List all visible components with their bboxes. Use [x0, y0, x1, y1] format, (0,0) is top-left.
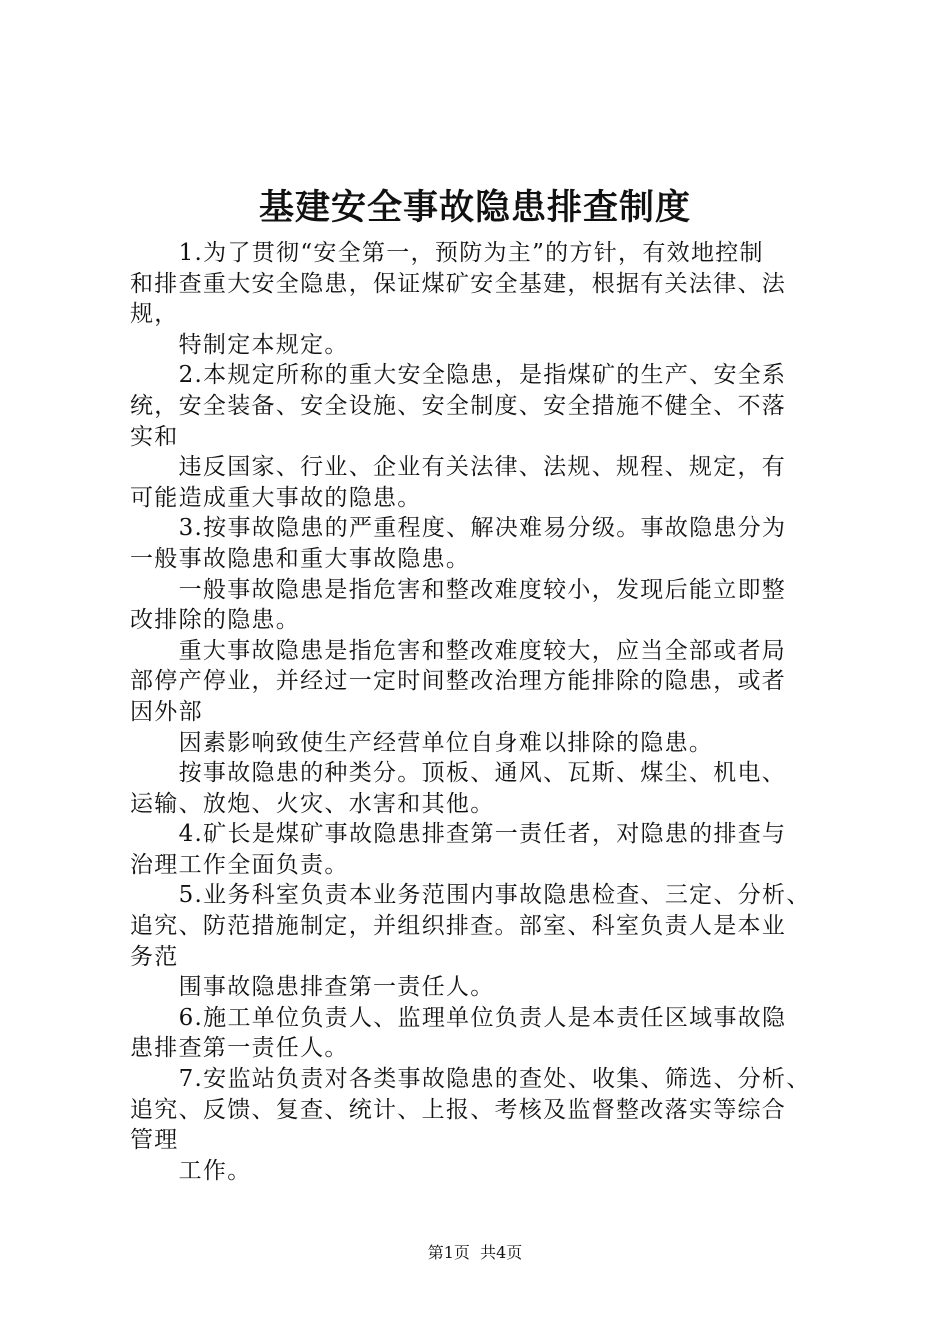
document-title: 基建安全事故隐患排查制度: [258, 187, 691, 228]
body-line: 可能造成重大事故的隐患。: [130, 484, 422, 511]
body-line: 追究、反馈、复查、统计、上报、考核及监督整改落实等综合: [130, 1096, 787, 1123]
body-line: 统，安全装备、安全设施、安全制度、安全措施不健全、不落: [130, 392, 787, 419]
page-number-footer: 第1页 共4页: [427, 1243, 523, 1262]
body-line: 违反国家、行业、企业有关法律、法规、规程、规定，有: [130, 454, 787, 481]
body-line: 3.按事故隐患的严重程度、解决难易分级。事故隐患分为: [130, 515, 787, 542]
body-line: 重大事故隐患是指危害和整改难度较大，应当全部或者局: [130, 637, 787, 664]
body-line: 围事故隐患排查第一责任人。: [130, 974, 495, 1001]
body-line: 按事故隐患的种类分。顶板、通风、瓦斯、煤尘、机电、: [130, 760, 787, 787]
body-line: 工作。: [130, 1157, 252, 1184]
body-line: 因素影响致使生产经营单位自身难以排除的隐患。: [130, 729, 714, 756]
body-line: 规，: [130, 301, 179, 328]
body-line: 7.安监站负责对各类事故隐患的查处、收集、筛选、分析、: [130, 1066, 811, 1093]
body-line: 患排查第一责任人。: [130, 1035, 349, 1062]
body-line: 运输、放炮、火灾、水害和其他。: [130, 790, 495, 817]
body-line: 1.为了贯彻“安全第一，预防为主”的方针，有效地控制: [130, 240, 764, 266]
body-line: 一般事故隐患和重大事故隐患。: [130, 545, 471, 572]
body-line: 6.施工单位负责人、监理单位负责人是本责任区域事故隐: [130, 1004, 787, 1031]
body-line: 实和: [130, 423, 179, 450]
body-line: 一般事故隐患是指危害和整改难度较小，发现后能立即整: [130, 576, 787, 603]
body-line: 因外部: [130, 698, 203, 725]
body-line: 改排除的隐患。: [130, 607, 301, 634]
body-line: 和排查重大安全隐患，保证煤矿安全基建，根据有关法律、法: [130, 270, 787, 297]
body-line: 5.业务科室负责本业务范围内事故隐患检查、三定、分析、: [130, 882, 811, 909]
body-line: 务范: [130, 943, 179, 970]
document-body: [130, 238, 842, 1186]
body-line: 2.本规定所称的重大安全隐患，是指煤矿的生产、安全系: [130, 362, 787, 389]
body-line: 部停产停业，并经过一定时间整改治理方能排除的隐患，或者: [130, 668, 787, 695]
body-line: 特制定本规定。: [130, 331, 349, 358]
body-line: 治理工作全面负责。: [130, 851, 349, 878]
body-line: 管理: [130, 1127, 179, 1154]
body-line: 4.矿长是煤矿事故隐患排查第一责任者，对隐患的排查与: [130, 821, 787, 848]
body-line: 追究、防范措施制定，并组织排查。部室、科室负责人是本业: [130, 913, 787, 940]
